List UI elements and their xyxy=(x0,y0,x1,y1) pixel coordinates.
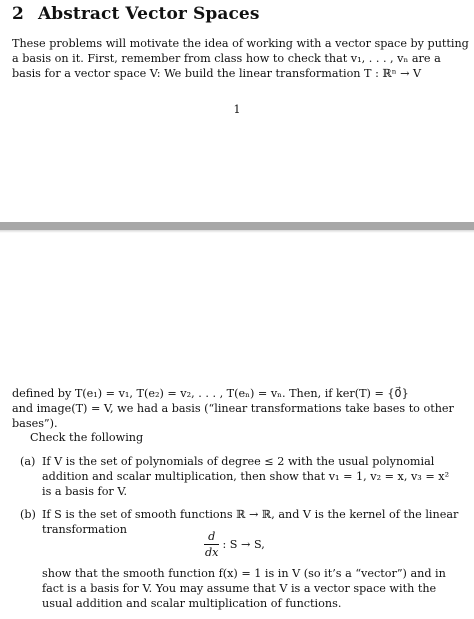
section-title: Abstract Vector Spaces xyxy=(37,4,260,24)
display-equation xyxy=(204,530,265,559)
item-b-line: transformation xyxy=(42,523,127,536)
item-a-line: addition and scalar multiplication, then show that v₁ = 1, v₂ = x, v₃ = x² xyxy=(42,470,450,483)
equation-rest: : S → S, xyxy=(222,538,265,551)
section-number: 2 xyxy=(12,4,24,24)
continuation-line: and image(T) = V, we had a basis (“linear transformations take bases to other xyxy=(12,402,454,415)
item-b-line: fact is a basis for V. You may assume that V is a vector space with the xyxy=(42,582,437,595)
derivative-fraction xyxy=(204,530,219,559)
fraction-numerator: d xyxy=(208,530,216,543)
check-line: Check the following xyxy=(30,431,144,444)
intro-line: a basis on it. First, remember from class how to check that v₁, . . . , vₙ are a xyxy=(12,52,441,65)
page-break-shadow xyxy=(0,230,474,233)
section-heading xyxy=(12,4,260,24)
intro-line: basis for a vector space V: We build the linear transformation T : ℝⁿ → V xyxy=(12,67,422,80)
item-a-line: If V is the set of polynomials of degree ≤ 2 with the usual polynomial xyxy=(42,455,435,468)
item-label-a: (a) xyxy=(20,455,36,468)
continuation-line: bases”). xyxy=(12,417,58,430)
page-number: 1 xyxy=(233,103,241,116)
item-b-line: show that the smooth function f(x) = 1 is in V (so it’s a “vector”) and in xyxy=(42,567,446,580)
continuation-line: defined by T(e₁) = v₁, T(e₂) = v₂, . . . , T(eₙ) = vₙ. Then, if ker(T) = {0⃗} xyxy=(12,387,409,400)
intro-line: These problems will motivate the idea of working with a vector space by putting xyxy=(12,37,469,50)
item-b-line: If S is the set of smooth functions ℝ → ℝ, and V is the kernel of the linear xyxy=(42,508,459,521)
page-break-divider xyxy=(0,222,474,230)
item-b-line: usual addition and scalar multiplication of functions. xyxy=(42,597,342,610)
fraction-denominator: dx xyxy=(205,546,219,559)
item-label-b: (b) xyxy=(20,508,36,521)
item-a-line: is a basis for V. xyxy=(42,485,128,498)
